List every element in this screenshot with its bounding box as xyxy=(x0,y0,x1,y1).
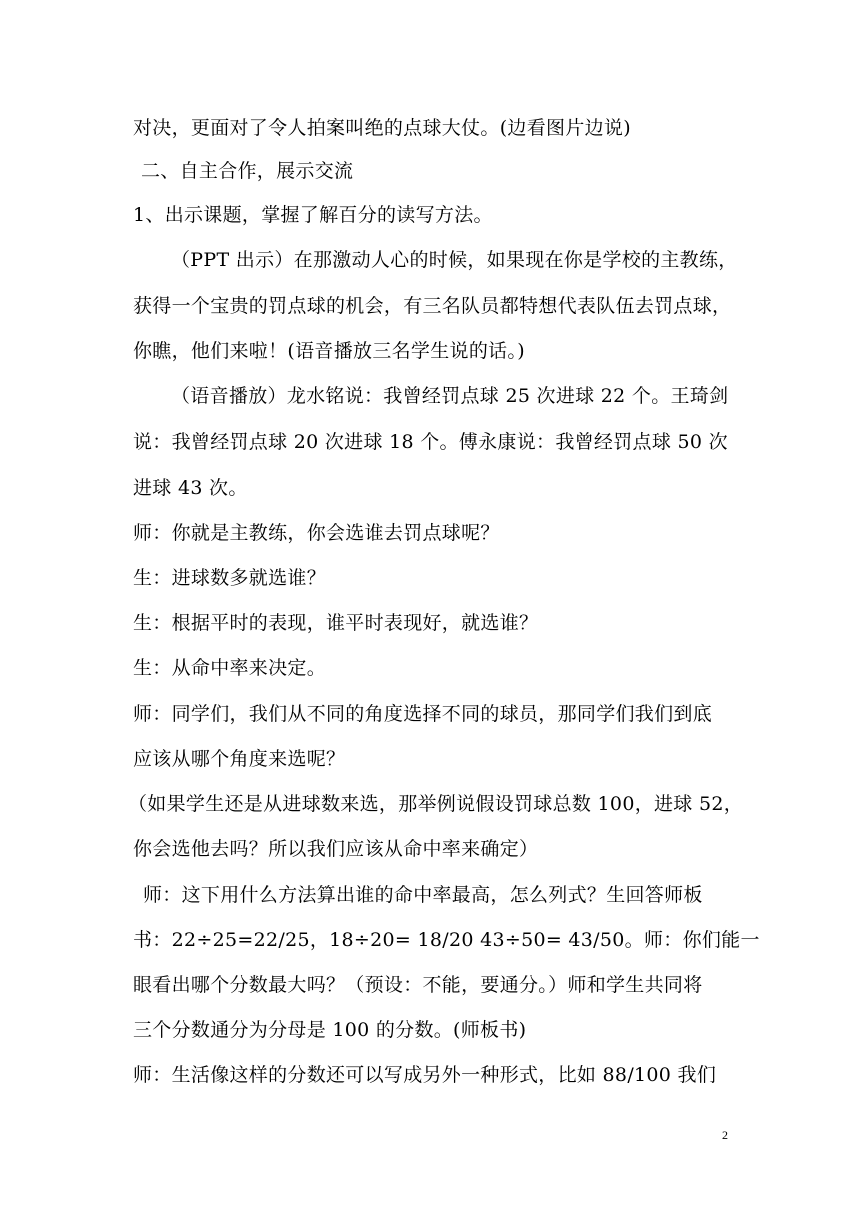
text-line: 师：你就是主教练，你会选谁去罚点球呢？ xyxy=(133,522,500,544)
text-line: 说：我曾经罚点球 20 次进球 18 个。傅永康说：我曾经罚点球 50 次 xyxy=(133,431,728,453)
text-line: 生：从命中率来决定。 xyxy=(133,657,327,679)
text-line: 三个分数通分为分母是 100 的分数。(师板书) xyxy=(133,1019,527,1041)
page-number: 2 xyxy=(722,1128,728,1142)
text-line: 1、出示课题，掌握了解百分的读写方法。 xyxy=(133,204,493,226)
text-line: 师：同学们，我们从不同的角度选择不同的球员，那同学们我们到底 xyxy=(133,703,713,725)
text-line: 应该从哪个角度来选呢？ xyxy=(133,748,346,770)
text-line: 师：这下用什么方法算出谁的命中率最高，怎么列式？生回答师板 xyxy=(143,884,703,906)
section-heading: 二、自主合作，展示交流 xyxy=(141,160,354,182)
text-line: 进球 43 次。 xyxy=(133,477,248,499)
text-line: 眼看出哪个分数最大吗？（预设：不能，要通分。）师和学生共同将 xyxy=(133,974,703,996)
text-line: 你瞧，他们来啦！(语音播放三名学生说的话。) xyxy=(133,340,525,362)
text-line: 你会选他去吗？所以我们应该从命中率来确定） xyxy=(133,838,539,860)
text-line: 对决，更面对了令人拍案叫绝的点球大仗。(边看图片边说) xyxy=(133,117,631,139)
text-line: （如果学生还是从进球数来选，那举例说假设罚球总数 100，进球 52， xyxy=(128,793,744,815)
text-line: 书：22÷25=22/25，18÷20= 18/20 43÷50= 43/50。师：你们能一 xyxy=(133,929,760,951)
text-line: 师：生活像这样的分数还可以写成另外一种形式，比如 88/100 我们 xyxy=(133,1064,717,1086)
text-line: 获得一个宝贵的罚点球的机会，有三名队员都特想代表队伍去罚点球， xyxy=(133,295,732,317)
text-line: （PPT 出示）在那激动人心的时候，如果现在你是学校的主教练， xyxy=(171,249,738,271)
text-line: 生：进球数多就选谁？ xyxy=(133,567,327,589)
text-line: 生：根据平时的表现，谁平时表现好，就选谁？ xyxy=(133,612,539,634)
text-line: （语音播放）龙水铭说：我曾经罚点球 25 次进球 22 个。王琦剑 xyxy=(171,385,729,407)
